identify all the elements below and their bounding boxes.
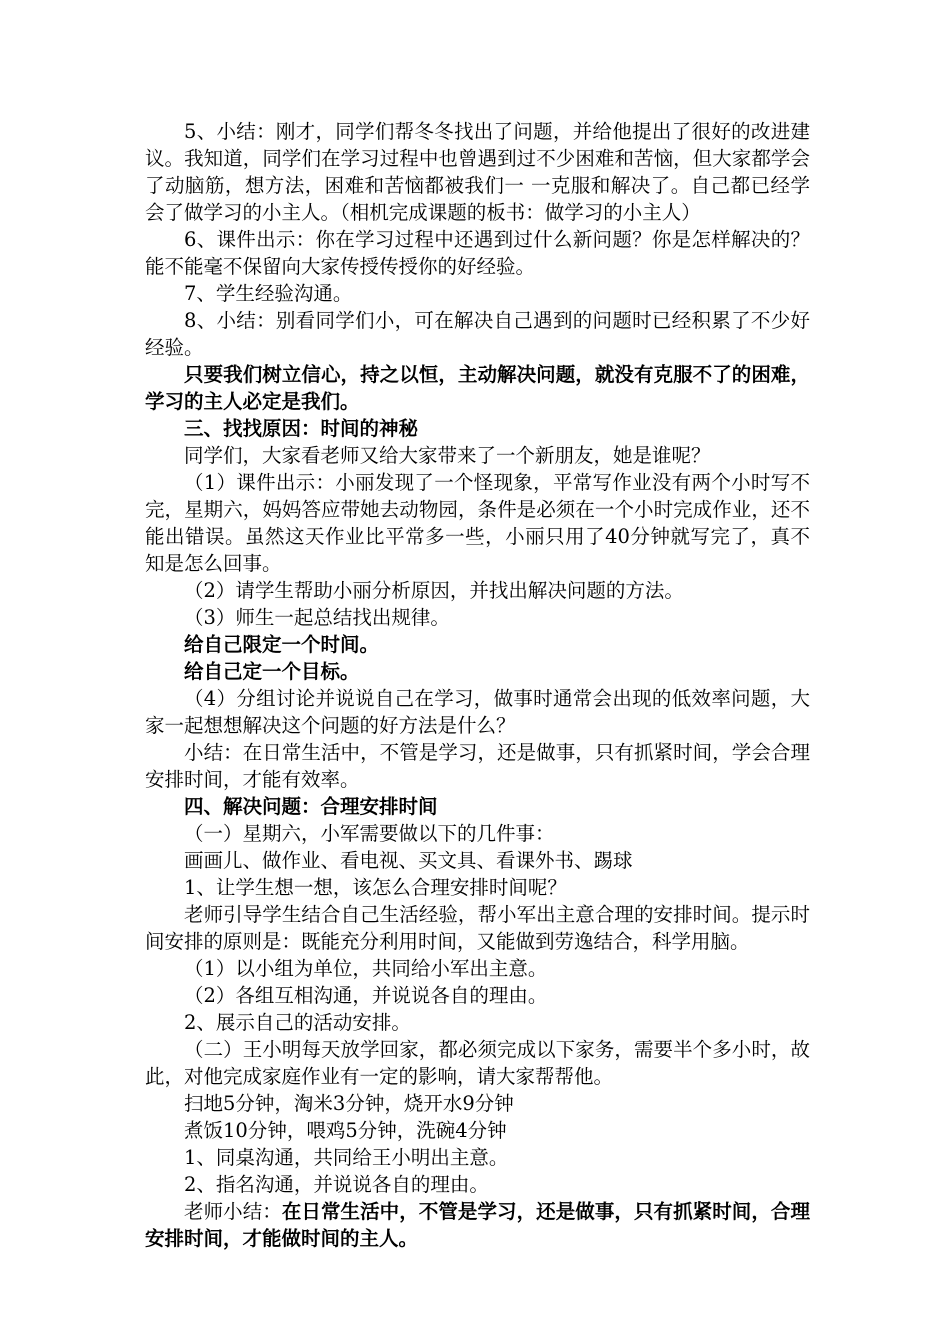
paragraph-19: 老师引导学生结合自己生活经验，帮小军出主意合理的安排时间。提示时间安排的原则是：既能充分利用时间，又能做到劳逸结合，科学用脑。 bbox=[145, 903, 810, 953]
paragraph-24: 扫地5分钟，淘米3分钟，烧开水9分钟 bbox=[184, 1092, 514, 1115]
paragraph-7: 同学们，大家看老师又给大家带来了一个新朋友，她是谁呢？ bbox=[184, 444, 711, 467]
paragraph-16: （一）星期六，小军需要做以下的几件事： bbox=[184, 822, 555, 845]
paragraph-25: 煮饭10分钟，喂鸡5分钟，洗碗4分钟 bbox=[184, 1119, 507, 1142]
closing-bold-text: 在日常生活中，不管是学习，还是做事，只有抓紧时间，合理安排时间，才能做时间的主人。 bbox=[145, 1200, 810, 1250]
paragraph-4: 8、小结：别看同学们小，可在解决自己遇到的问题时已经积累了不少好经验。 bbox=[145, 309, 810, 359]
paragraph-17: 画画儿、做作业、看电视、买文具、看课外书、踢球 bbox=[184, 849, 633, 872]
section-heading-4: 四、解决问题：合理安排时间 bbox=[184, 795, 438, 818]
document-page bbox=[145, 118, 810, 1252]
closing-prefix: 老师小结： bbox=[184, 1200, 282, 1223]
paragraph-11-bold: 给自己限定一个时间。 bbox=[184, 633, 380, 656]
paragraph-9: （2）请学生帮助小丽分析原因，并找出解决问题的方法。 bbox=[184, 579, 684, 602]
paragraph-27: 2、指名沟通，并说说各自的理由。 bbox=[184, 1173, 489, 1196]
paragraph-10: （3）师生一起总结找出规律。 bbox=[184, 606, 450, 629]
paragraph-14: 小结：在日常生活中，不管是学习，还是做事，只有抓紧时间，学会合理安排时间，才能有效率。 bbox=[145, 741, 810, 791]
paragraph-12-bold: 给自己定一个目标。 bbox=[184, 660, 360, 683]
section-heading-3: 三、找找原因：时间的神秘 bbox=[184, 417, 419, 440]
paragraph-20: （1）以小组为单位，共同给小军出主意。 bbox=[184, 957, 548, 980]
paragraph-3: 7、学生经验沟通。 bbox=[184, 282, 353, 305]
paragraph-1: 5、小结：刚才，同学们帮冬冬找出了问题，并给他提出了很好的改进建议。我知道，同学们在学习过程中也曾遇到过不少困难和苦恼，但大家都学会了动脑筋，想方法，困难和苦恼都被我们一 一克服和解决了。自己都已经学会了做学习的小主人。（相机完成课题的板书：做学习的小主人） bbox=[145, 120, 810, 224]
paragraph-18: 1、让学生想一想，该怎么合理安排时间呢？ bbox=[184, 876, 567, 899]
paragraph-2: 6、课件出示：你在学习过程中还遇到过什么新问题？你是怎样解决的？能不能毫不保留向大家传授传授你的好经验。 bbox=[145, 228, 810, 278]
paragraph-8: （1）课件出示：小丽发现了一个怪现象，平常写作业没有两个小时写不完，星期六，妈妈答应带她去动物园，条件是必须在一个小时完成作业，还不能出错误。虽然这天作业比平常多一些，小丽只用了40分钟就写完了，真不知是怎么回事。 bbox=[145, 471, 810, 575]
paragraph-13: （4）分组讨论并说说自己在学习，做事时通常会出现的低效率问题，大家一起想想解决这个问题的好方法是什么？ bbox=[145, 687, 810, 737]
paragraph-26: 1、同桌沟通，共同给王小明出主意。 bbox=[184, 1146, 509, 1169]
closing-paragraph bbox=[145, 1198, 810, 1252]
paragraph-23: （二）王小明每天放学回家，都必须完成以下家务，需要半个多小时，故此，对他完成家庭作业有一定的影响，请大家帮帮他。 bbox=[145, 1038, 810, 1088]
paragraph-21: （2）各组互相沟通，并说说各自的理由。 bbox=[184, 984, 548, 1007]
paragraph-22: 2、展示自己的活动安排。 bbox=[184, 1011, 411, 1034]
paragraph-5-bold: 只要我们树立信心，持之以恒，主动解决问题，就没有克服不了的困难，学习的主人必定是我们。 bbox=[145, 363, 810, 413]
